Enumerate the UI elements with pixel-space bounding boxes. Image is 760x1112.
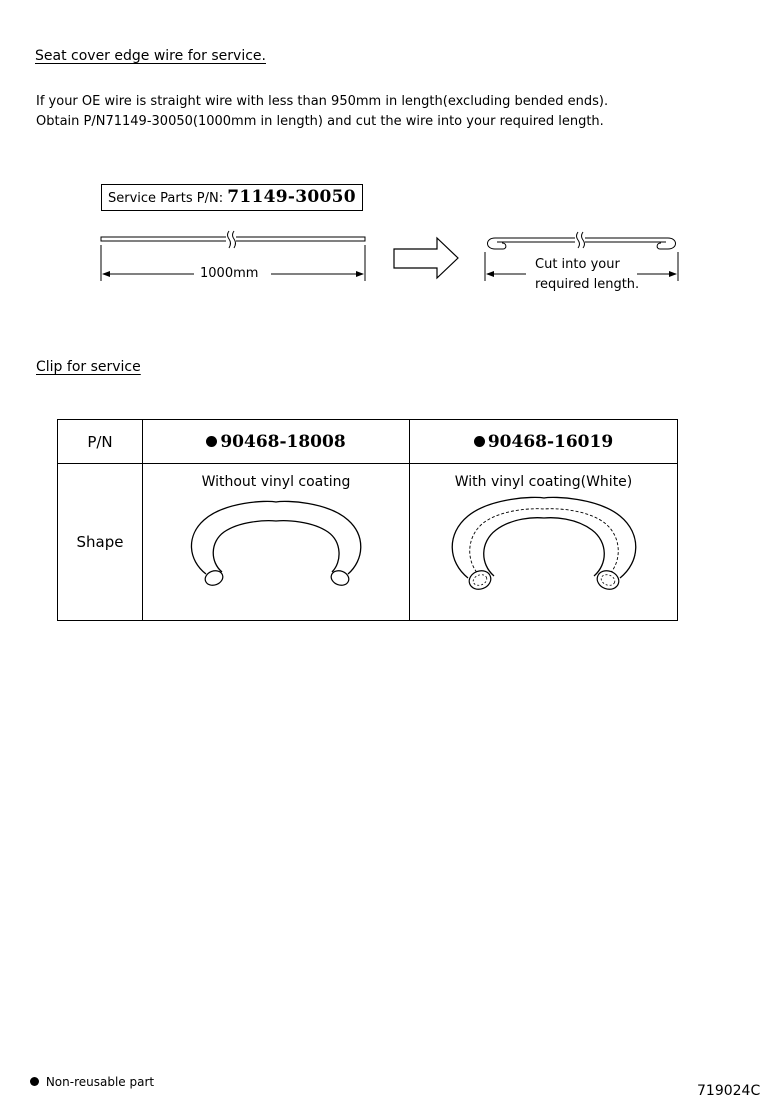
footer-legend [30, 1075, 154, 1089]
part-number-2: 90468-16019 [487, 431, 614, 452]
legend-text: Non-reusable part [45, 1075, 155, 1089]
pn-cell-2 [410, 420, 678, 464]
clip-uncoated-drawing [176, 490, 376, 594]
non-reusable-bullet-icon [474, 436, 485, 447]
wire-diagram [0, 0, 760, 330]
non-reusable-bullet-icon [30, 1077, 39, 1086]
shape-cell-1 [143, 464, 410, 621]
clip-description-2: With vinyl coating(White) [454, 474, 633, 490]
length-label: 1000mm [200, 266, 259, 281]
pn-cell-1 [143, 420, 410, 464]
wire-instruction-line-2: Obtain P/N71149-30050(1000mm in length) and cut the wire into your required length. [36, 114, 604, 129]
pn-header: P/N [58, 420, 143, 464]
bent-wire [488, 232, 676, 249]
part-number-1: 90468-18008 [220, 431, 346, 452]
service-parts-prefix: Service Parts P/N: [108, 191, 224, 206]
service-parts-number: 71149-30050 [227, 187, 356, 207]
shape-header: Shape [58, 464, 143, 621]
clip-description-1: Without vinyl coating [201, 474, 351, 490]
table-row [58, 420, 678, 464]
clip-vinyl-coated-drawing [444, 490, 644, 594]
wire-section-title: Seat cover edge wire for service. [35, 48, 266, 64]
shape-cell-2 [410, 464, 678, 621]
right-arrow-icon [394, 238, 458, 278]
cut-label-line-1: Cut into your [535, 257, 620, 272]
document-code: 719024C [697, 1083, 760, 1099]
clip-table [57, 419, 678, 621]
straight-wire [101, 230, 365, 248]
clip-section-title: Clip for service [36, 359, 141, 375]
table-row [58, 464, 678, 621]
non-reusable-bullet-icon [206, 436, 217, 447]
wire-instruction-line-1: If your OE wire is straight wire with less than 950mm in length(excluding bended ends). [36, 94, 609, 109]
cut-label-line-2: required length. [535, 277, 640, 292]
